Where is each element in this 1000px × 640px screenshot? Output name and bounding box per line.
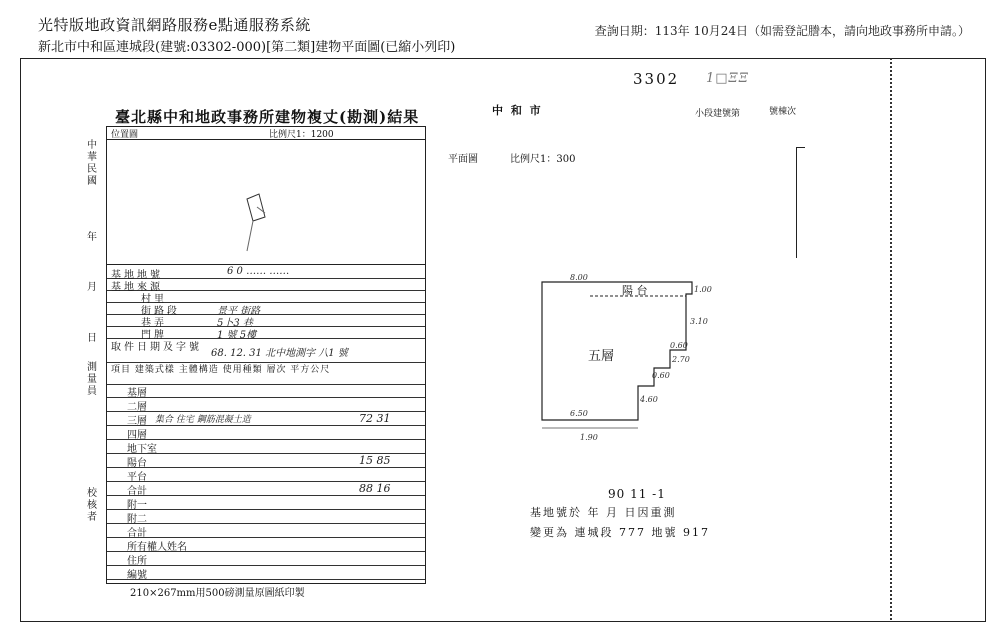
floor-row: [107, 538, 425, 552]
floor-label: 四層: [127, 430, 147, 441]
dim-label: 1.90: [580, 433, 598, 442]
plan-room-label: 五層: [588, 349, 615, 364]
floor-row: [107, 454, 425, 468]
floor-area-value: 88 16: [359, 482, 391, 495]
floor-label: 所有權人姓名: [127, 542, 187, 553]
form-row: 門牌 1 號 5樓: [107, 326, 425, 339]
dim-label: 0.60: [670, 341, 688, 350]
plan-top-label: 陽 台: [622, 284, 648, 297]
floor-row: [107, 552, 425, 566]
floor-plan-title-suffix2: 號棟次: [769, 107, 797, 117]
plan-label: 平面圖: [448, 154, 478, 165]
form-row: 取件日期及字號 68. 12. 31 北中地測字 八1 號: [107, 338, 425, 363]
floor-row: [107, 524, 425, 538]
dim-label: 1.00: [694, 285, 712, 294]
header-title: 光特版地政資訊網路服務e點通服務系統: [38, 16, 311, 34]
stamp-date: 90 11 -1: [608, 487, 666, 501]
left-panel-title: 臺北縣中和地政事務所建物複丈(勘測)結果: [115, 108, 420, 126]
floor-label: 合計: [127, 528, 147, 539]
floor-plan-sketch: [530, 270, 710, 460]
doc-number: 3302: [633, 70, 680, 88]
floor-label: 地下室: [127, 444, 157, 455]
floor-label: 三層: [127, 416, 147, 427]
stamp-line-2: 變更為 連城段 777 地號 917: [530, 526, 710, 539]
floor-row: [107, 496, 425, 510]
floor-row: [107, 482, 425, 496]
form-footer: 210×267mm用500磅測量原圖紙印製: [130, 588, 305, 599]
right-bracket: [796, 147, 805, 258]
form-row: 基地地號 6 0 …… ……: [107, 266, 425, 279]
floor-label: 附一: [127, 500, 147, 511]
floor-desc: 集合 住宅 鋼筋混凝土造: [155, 415, 251, 425]
side-label-month: 月: [87, 282, 97, 293]
dim-label: 2.70: [672, 355, 690, 364]
floor-plan-title: 中 和 市: [492, 104, 543, 117]
floor-label: 陽台: [127, 458, 147, 469]
dim-label: 3.10: [690, 317, 708, 326]
dim-label: 8.00: [570, 273, 588, 282]
form-row: 村里: [107, 290, 425, 303]
location-scale: 比例尺1：1200: [269, 130, 334, 140]
floor-area-value: 72 31: [359, 412, 391, 425]
floor-row: [107, 566, 425, 580]
dim-label: 6.50: [570, 409, 588, 418]
stamp-line-1: 基地號於 年 月 日因重測: [530, 506, 677, 519]
floor-label: 住所: [127, 556, 147, 567]
floor-row: [107, 412, 425, 426]
dim-label: 0.60: [652, 371, 670, 380]
side-label-roc: 中華民國: [87, 140, 97, 187]
floor-plan-title-suffix: 小段建號第: [695, 109, 741, 119]
form-row: 基地來源: [107, 278, 425, 291]
location-map: [107, 139, 425, 265]
floor-label: 平台: [127, 472, 147, 483]
floor-row: [107, 384, 425, 398]
side-label-year: 年: [87, 232, 97, 243]
floor-label: 基層: [127, 388, 147, 399]
floor-row: [107, 468, 425, 482]
form-row: 巷弄 5卜3 巷: [107, 314, 425, 327]
floor-row: [107, 426, 425, 440]
form-row: 項目 建築式樣 主體構造 使用種類 層次 平方公尺: [107, 362, 425, 385]
floor-area-value: 15 85: [359, 454, 391, 467]
floor-row: [107, 398, 425, 412]
survey-form: [106, 126, 426, 584]
side-label-checker: 校核者: [87, 488, 97, 523]
floor-label: 合計: [127, 486, 147, 497]
dotted-divider: [890, 58, 892, 620]
side-label-day: 日: [87, 333, 97, 344]
floor-row: [107, 510, 425, 524]
doc-number-scribble: 1□ΞΞ: [706, 71, 749, 86]
location-label: 位置圖: [111, 130, 139, 140]
side-label-surveyor: 測量員: [87, 362, 97, 397]
location-sketch: [107, 139, 425, 264]
plan-scale: 比例尺1：300: [510, 154, 576, 165]
floor-label: 附二: [127, 514, 147, 525]
dim-label: 4.60: [640, 395, 658, 404]
floor-row: [107, 440, 425, 454]
floor-label: 編號: [127, 570, 147, 581]
header-subtitle: 新北市中和區連城段(建號:03302-000)[第二類]建物平面圖(已縮小列印): [38, 40, 456, 55]
floor-label: 二層: [127, 402, 147, 413]
form-row: 街路段 景平 街路: [107, 302, 425, 315]
query-date: 查詢日期：113年 10月24日（如需登記謄本，請向地政事務所申請。）: [594, 24, 970, 38]
